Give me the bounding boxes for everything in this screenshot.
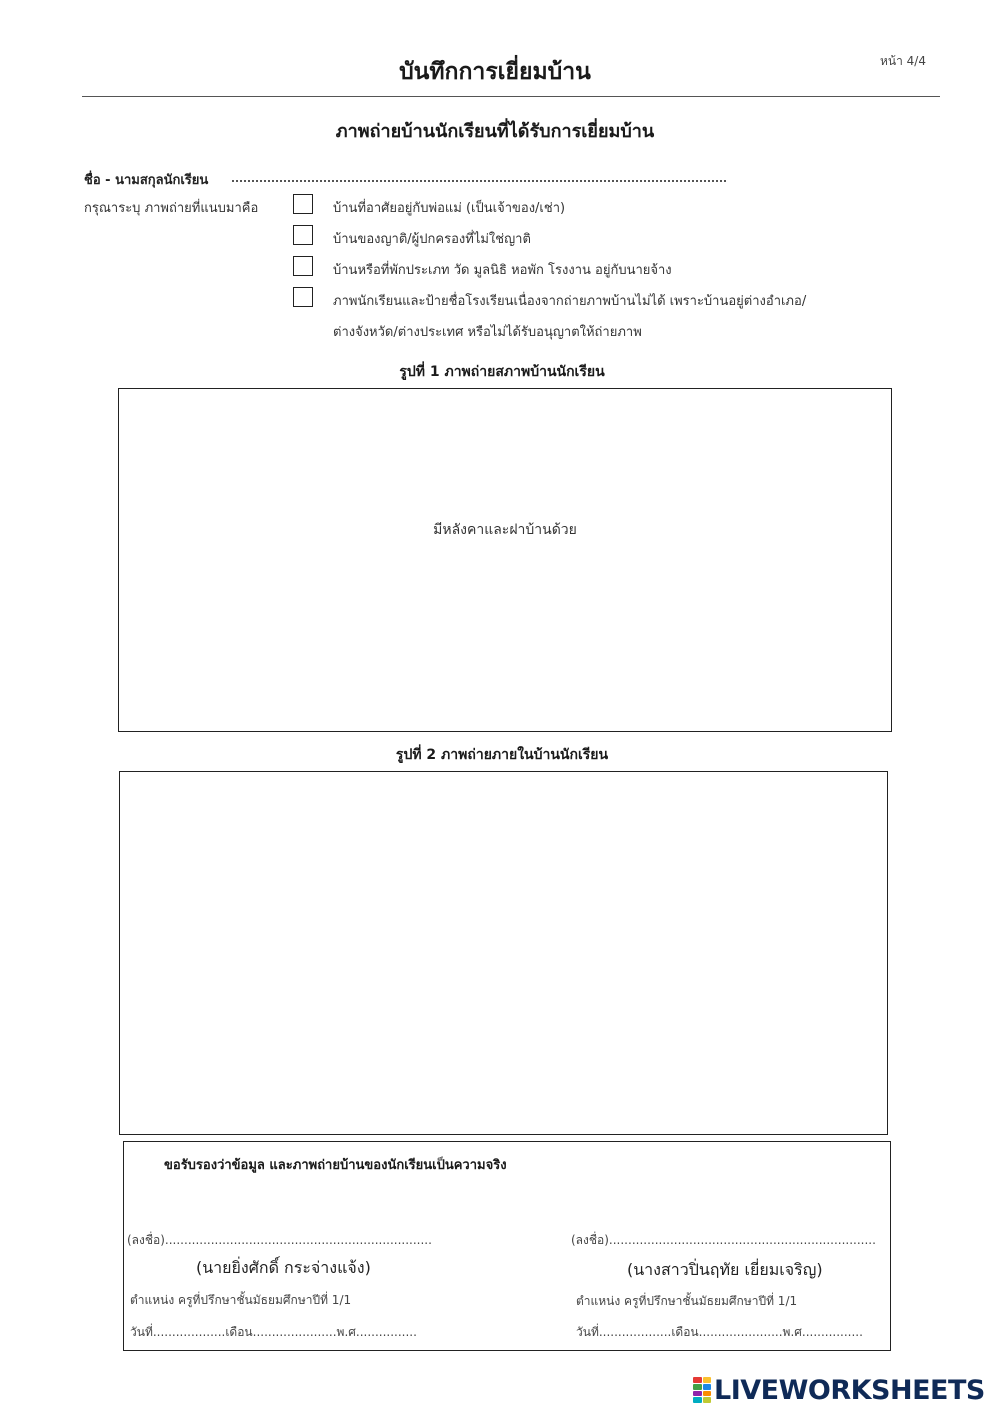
figure1-note: มีหลังคาและฝาบ้านด้วย (433, 522, 577, 538)
student-name-field[interactable] (232, 180, 726, 182)
option-text-1: บ้านที่อาศัยอยู่กับพ่อแม่ (เป็นเจ้าของ/เช่า) (333, 201, 566, 216)
photo-type-label: กรุณาระบุ ภาพถ่ายที่แนบมาคือ (84, 201, 259, 216)
option-text-2: บ้านของญาติ/ผู้ปกครองที่ไม่ใช่ญาติ (333, 232, 531, 247)
option-text-4-line2: ต่างจังหวัด/ต่างประเทศ หรือไม่ได้รับอนุญาตให้ถ่ายภาพ (333, 325, 642, 340)
liveworksheets-logo (693, 1374, 985, 1406)
option-text-4: ภาพนักเรียนและป้ายชื่อโรงเรียนเนื่องจากถ่ายภาพบ้านไม่ได้ เพราะบ้านอยู่ต่างอำเภอ/ (333, 294, 807, 309)
liveworksheets-logo-text: LIVEWORKSHEETS (714, 1374, 985, 1406)
document-title: บันทึกการเยี่ยมบ้าน (399, 59, 591, 85)
option-checkbox-3[interactable] (293, 256, 313, 276)
option-checkbox-4[interactable] (293, 287, 313, 307)
section-subtitle: ภาพถ่ายบ้านนักเรียนที่ได้รับการเยี่ยมบ้าน (335, 121, 655, 142)
signer2-date[interactable]: วันที่...................เดือน......................พ.ศ................ (576, 1325, 863, 1339)
signer1-position: ตำแหน่ง ครูที่ปรึกษาชั้นมัธยมศึกษาปีที่ 1/1 (130, 1293, 352, 1307)
signer1-date[interactable]: วันที่...................เดือน......................พ.ศ................ (130, 1325, 417, 1339)
option-text-3: บ้านหรือที่พักประเภท วัด มูลนิธิ หอพัก โรงงาน อยู่กับนายจ้าง (333, 263, 672, 278)
certification-statement: ขอรับรองว่าข้อมูล และภาพถ่ายบ้านของนักเรียนเป็นความจริง (164, 1158, 507, 1173)
certification-box (123, 1141, 891, 1351)
signer2-position: ตำแหน่ง ครูที่ปรึกษาชั้นมัธยมศึกษาปีที่ 1/1 (576, 1294, 798, 1308)
figure1-photo-box[interactable] (118, 388, 892, 732)
option-checkbox-1[interactable] (293, 194, 313, 214)
figure2-photo-box[interactable] (119, 771, 888, 1135)
option-checkbox-2[interactable] (293, 225, 313, 245)
liveworksheets-logo-icon (693, 1377, 711, 1403)
page-number: หน้า 4/4 (880, 54, 926, 68)
signer1-name: (นายยิ่งศักดิ์ กระจ่างแจ้ง) (196, 1258, 371, 1277)
figure2-caption: รูปที่ 2 ภาพถ่ายภายในบ้านนักเรียน (395, 747, 609, 763)
header-divider (82, 96, 940, 97)
signer2-name: (นางสาวปิ่นฤทัย เยี่ยมเจริญ) (627, 1260, 823, 1279)
figure1-caption: รูปที่ 1 ภาพถ่ายสภาพบ้านนักเรียน (399, 364, 605, 380)
signer1-sign-line[interactable]: (ลงชื่อ)...................................................................... (127, 1233, 432, 1247)
signer2-sign-line[interactable]: (ลงชื่อ)...................................................................... (571, 1233, 876, 1247)
student-name-label: ชื่อ - นามสกุลนักเรียน (84, 173, 209, 188)
